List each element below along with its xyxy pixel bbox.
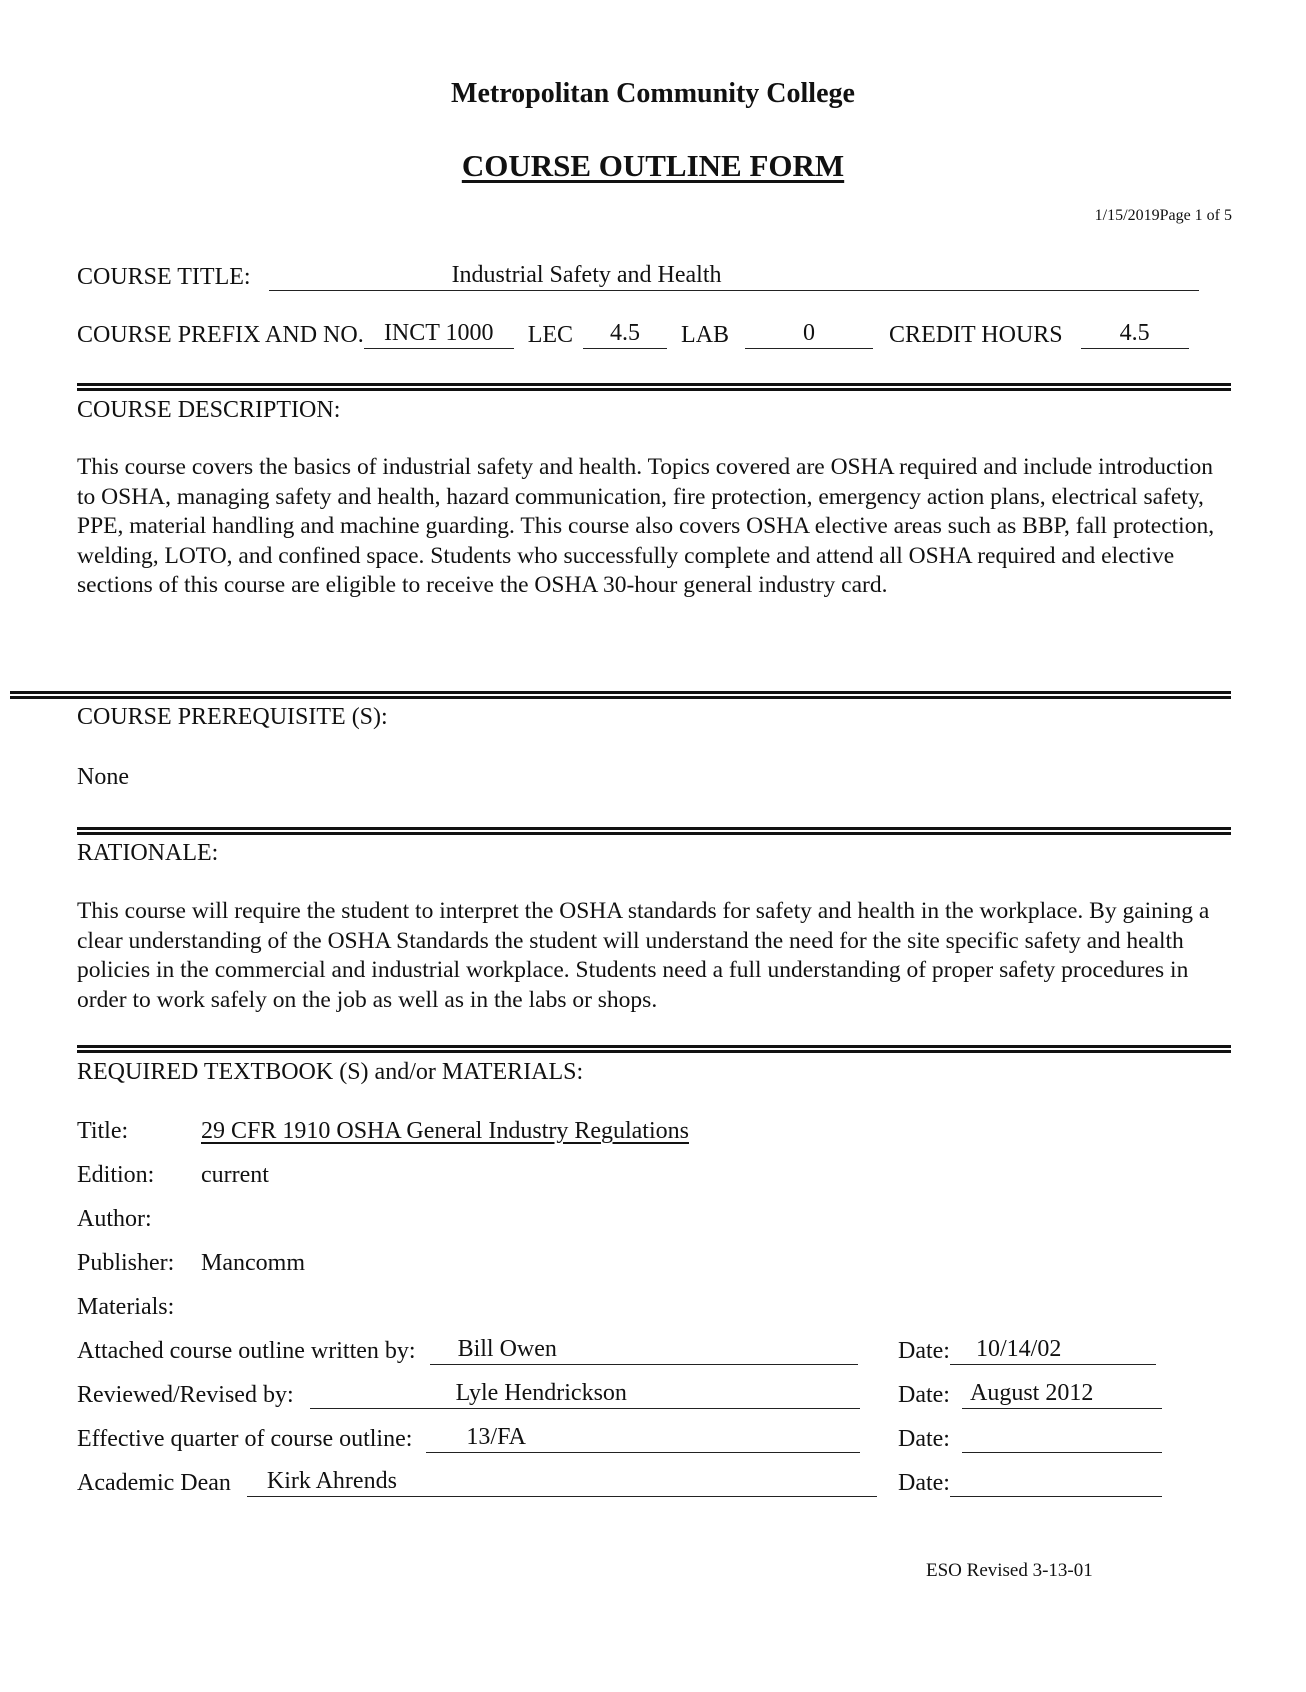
rationale-text: This course will require the student to interpret the OSHA standards for safety and health in the workplace. By gaining a clear understanding of the OSHA Standards the student will understand the need for the site specific safety and health policies in the commercial and industrial workplace. Students need a full understanding of proper safety procedures in order to work safely on the job as well as in the labs or shops. <box>77 898 1210 1013</box>
lec-label: LEC <box>527 322 574 348</box>
textbook-edition-value: current <box>201 1162 269 1188</box>
textbook-publisher-value: Mancomm <box>201 1250 305 1276</box>
textbook-title-value: 29 CFR 1910 OSHA General Industry Regulations <box>201 1118 689 1144</box>
textbook-edition-label: Edition: <box>77 1162 155 1188</box>
course-prefix-value: INCT 1000 <box>364 320 514 349</box>
textbook-author-label: Author: <box>77 1206 152 1232</box>
course-prefix-row <box>77 320 1189 349</box>
written-by-label: Attached course outline written by: <box>77 1338 416 1364</box>
reviewed-by-field <box>310 1380 860 1409</box>
dean-date-label: Date: <box>898 1470 950 1496</box>
textbook-publisher-row <box>77 1250 305 1277</box>
written-by-row <box>77 1336 858 1365</box>
description-text: This course covers the basics of industrial safety and health. Topics covered are OSHA required and include introduction to OSHA, managing safety and health, hazard communication, fire protection, emergency action plans, electrical safety, PPE, material handling and machine guarding. This course also covers OSHA elective areas such as BBP, fall protection, welding, LOTO, and confined space. Students who successfully complete and attend all OSHA required and elective sections of this course are eligible to receive the OSHA 30-hour general industry card. <box>77 454 1215 598</box>
section-divider <box>77 383 1231 391</box>
reviewed-date-row <box>898 1380 1162 1409</box>
effective-date-row <box>898 1424 1162 1453</box>
rationale-heading: RATIONALE: <box>77 840 219 866</box>
dean-date-row <box>898 1468 1162 1497</box>
textbook-title-row <box>77 1118 689 1145</box>
textbook-heading: REQUIRED TEXTBOOK (S) and/or MATERIALS: <box>77 1059 584 1085</box>
reviewed-by-value: Lyle Hendrickson <box>455 1380 627 1406</box>
course-prefix-label: COURSE PREFIX AND NO. <box>77 322 364 348</box>
academic-dean-label: Academic Dean <box>77 1470 231 1496</box>
academic-dean-value: Kirk Ahrends <box>266 1468 397 1494</box>
written-date-field <box>950 1336 1156 1365</box>
page-date: 1/15/2019Page 1 of 5 <box>1094 207 1232 224</box>
lec-value: 4.5 <box>583 320 667 349</box>
revision-note: ESO Revised 3-13-01 <box>926 1560 1093 1581</box>
prerequisite-text: None <box>77 764 129 790</box>
reviewed-by-label: Reviewed/Revised by: <box>77 1382 294 1408</box>
textbook-title-label: Title: <box>77 1118 129 1144</box>
dean-date-field <box>950 1468 1162 1497</box>
academic-dean-field <box>247 1468 877 1497</box>
reviewed-date-label: Date: <box>898 1382 950 1408</box>
written-date-label: Date: <box>898 1338 950 1364</box>
effective-quarter-label: Effective quarter of course outline: <box>77 1426 413 1452</box>
written-by-field <box>430 1336 858 1365</box>
effective-date-field <box>962 1424 1162 1453</box>
written-date-row <box>898 1336 1156 1365</box>
course-title-label: COURSE TITLE: <box>77 264 251 290</box>
section-divider <box>77 827 1231 835</box>
written-by-value: Bill Owen <box>457 1336 557 1362</box>
college-name: Metropolitan Community College <box>451 78 855 109</box>
section-divider <box>77 1045 1231 1053</box>
effective-date-label: Date: <box>898 1426 950 1452</box>
prerequisite-heading: COURSE PREREQUISITE (S): <box>77 704 388 730</box>
reviewed-date-value: August 2012 <box>969 1380 1094 1406</box>
textbook-author-row <box>77 1206 201 1233</box>
written-date-value: 10/14/02 <box>975 1336 1062 1362</box>
form-title: COURSE OUTLINE FORM <box>461 148 845 183</box>
lab-label: LAB <box>681 322 730 348</box>
description-heading: COURSE DESCRIPTION: <box>77 397 341 423</box>
textbook-edition-row <box>77 1162 269 1189</box>
lab-value: 0 <box>745 320 873 349</box>
reviewed-by-row <box>77 1380 860 1409</box>
textbook-materials-label: Materials: <box>77 1294 175 1320</box>
section-divider <box>10 691 1231 699</box>
course-title-field <box>269 262 1199 291</box>
course-title-value: Industrial Safety and Health <box>451 262 722 288</box>
course-title-row <box>77 262 1199 291</box>
credit-hours-value: 4.5 <box>1081 320 1189 349</box>
credit-hours-label: CREDIT HOURS <box>889 322 1063 348</box>
reviewed-date-field <box>962 1380 1162 1409</box>
textbook-publisher-label: Publisher: <box>77 1250 175 1276</box>
effective-quarter-value: 13/FA <box>466 1424 526 1450</box>
effective-quarter-row <box>77 1424 860 1453</box>
effective-quarter-field <box>426 1424 860 1453</box>
academic-dean-row <box>77 1468 877 1497</box>
